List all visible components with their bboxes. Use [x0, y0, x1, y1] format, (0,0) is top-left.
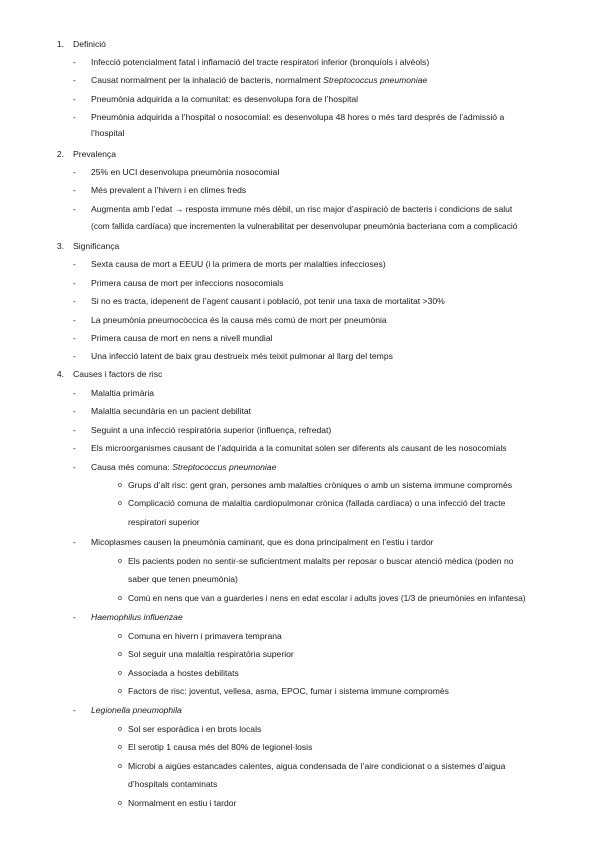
dash-bullet: - [73, 296, 76, 306]
list-item [91, 704, 182, 716]
list-item-continuation: (com fallida cardíaca) que incrementen la vulnerabilitat per desenvolupar pneumònia bacteriana com a complicació [91, 221, 518, 231]
species-name: Haemophilus influenzae [91, 612, 183, 622]
sub-list-item: Complicació comuna de malaltia cardiopulmonar crònica (fallada cardíaca) o una infecció del tracte [128, 498, 506, 508]
sub-list-item: Sol seguir una malaltia respiratòria superior [128, 649, 294, 659]
circle-bullet-icon: o [118, 482, 122, 489]
dash-bullet: - [73, 443, 76, 453]
list-item: Malaltia secundària en un pacient debilitat [91, 406, 252, 416]
dash-bullet: - [73, 388, 76, 398]
sub-list-item-continuation: d’hospitals contaminats [128, 779, 218, 789]
list-item: Primera causa de mort per infeccions nosocomials [91, 278, 284, 288]
dash-bullet: - [73, 612, 76, 622]
list-item: Malaltia primària [91, 388, 155, 398]
list-item: Pneumònia adquirida a la comunitat: es desenvolupa fora de l’hospital [91, 94, 359, 104]
dash-bullet: - [73, 705, 76, 715]
list-item: Seguint a una infecció respiratòria superior (influença, refredat) [91, 425, 332, 435]
sub-list-item: Factors de risc: joventut, vellesa, asma, EPOC, fumar i sistema immune compromès [128, 686, 449, 696]
list-item: Infecció potencialment fatal i inflamació del tracte respiratori inferior (bronquíols i alvèols) [91, 57, 430, 67]
species-name: Streptococcus pneumoniae [323, 75, 428, 85]
dash-bullet: - [73, 278, 76, 288]
list-item: Més prevalent a l’hivern i en climes freds [91, 185, 247, 195]
sub-list-item: El serotip 1 causa més del 80% de legionel·losis [128, 742, 313, 752]
circle-bullet-icon: o [118, 744, 122, 751]
list-item [91, 611, 183, 623]
circle-bullet-icon: o [118, 726, 122, 733]
section-title: Definició [73, 39, 106, 49]
dash-bullet: - [73, 112, 76, 122]
section-title: Significança [73, 241, 120, 251]
list-item: Sexta causa de mort a EEUU (i la primera de morts per malalties infeccioses) [91, 259, 386, 269]
section-number: 2. [56, 149, 64, 159]
list-item: Si no es tracta, idepenent de l’agent causant i població, pot tenir una taxa de mortalitat >30% [91, 296, 445, 306]
dash-bullet: - [73, 57, 76, 67]
sub-list-item: Sol ser esporàdica i en brots locals [128, 724, 262, 734]
dash-bullet: - [73, 259, 76, 269]
dash-bullet: - [73, 185, 76, 195]
circle-bullet-icon: o [118, 595, 122, 602]
dash-bullet: - [73, 204, 76, 214]
dash-bullet: - [73, 425, 76, 435]
dash-bullet: - [73, 351, 76, 361]
dash-bullet: - [73, 75, 76, 85]
circle-bullet-icon: o [118, 500, 122, 507]
section-number: 1. [56, 39, 64, 49]
sub-list-item: Comuna en hivern i primavera temprana [128, 631, 282, 641]
sub-list-item-continuation: saber que tenen pneumònia) [128, 574, 238, 584]
dash-bullet: - [73, 462, 76, 472]
circle-bullet-icon: o [118, 670, 122, 677]
sub-list-item: Grups d’alt risc: gent gran, persones amb malalties cròniques o amb un sistema immune compromès [128, 480, 513, 490]
list-item: Primera causa de mort en nens a nivell mundial [91, 333, 273, 343]
dash-bullet: - [73, 94, 76, 104]
list-item: 25% en UCI desenvolupa pneumònia nosocomial [91, 167, 280, 177]
list-item: Pneumònia adquirida a l’hospital o nosocomial: es desenvolupa 48 hores o més tard després de l’admissió a [91, 112, 505, 122]
sub-list-item-continuation: respiratori superior [128, 517, 200, 527]
circle-bullet-icon: o [118, 800, 122, 807]
list-item-continuation: l’hospital [91, 128, 125, 138]
circle-bullet-icon: o [118, 633, 122, 640]
list-item: Micoplasmes causen la pneumònia caminant, que es dona principalment en l’estiu i tardor [91, 537, 434, 547]
section-number: 3. [56, 241, 64, 251]
list-item: Els microorganismes causant de l’adquirida a la comunitat solen ser diferents als causant de les nosocomials [91, 443, 507, 453]
list-item: Una infecció latent de baix grau destrueix més teixit pulmonar al llarg del temps [91, 351, 393, 361]
circle-bullet-icon: o [118, 558, 122, 565]
circle-bullet-icon: o [118, 763, 122, 770]
sub-list-item: Normalment en estiu i tardor [128, 798, 237, 808]
sub-list-item: Els pacients poden no sentir-se suficientment malalts per reposar o buscar atenció mèdica (poden no [128, 556, 514, 566]
species-name: Legionella pneumophila [91, 705, 182, 715]
dash-bullet: - [73, 537, 76, 547]
list-item: Causa més comuna: Streptococcus pneumoniae [91, 462, 277, 472]
dash-bullet: - [73, 406, 76, 416]
sub-list-item: Associada a hostes debilitats [128, 668, 239, 678]
list-item: Augmenta amb l’edat → resposta immune més dèbil, un risc major d’aspiració de bacteris i condicions de salut [91, 204, 513, 214]
species-name: Streptococcus pneumoniae [172, 462, 277, 472]
section-number: 4. [56, 369, 64, 379]
sub-list-item: Comú en nens que van a guarderies i nens en edat escolar i adults joves (1/3 de pneumònies en infantesa) [128, 593, 526, 603]
sub-list-item: Microbi a aigües estancades calentes, aigua condensada de l’aire condicionat o a sistemes d’aigua [128, 761, 506, 771]
dash-bullet: - [73, 333, 76, 343]
section-title: Prevalença [73, 149, 116, 159]
list-item: Causat normalment per la inhalació de bacteris, normalment Streptococcus pneumoniae [91, 75, 428, 85]
circle-bullet-icon: o [118, 688, 122, 695]
list-item: La pneumònia pneumocòccica és la causa més comú de mort per pneumònia [91, 315, 387, 325]
section-title: Causes i factors de risc [73, 369, 163, 379]
dash-bullet: - [73, 167, 76, 177]
dash-bullet: - [73, 315, 76, 325]
circle-bullet-icon: o [118, 651, 122, 658]
